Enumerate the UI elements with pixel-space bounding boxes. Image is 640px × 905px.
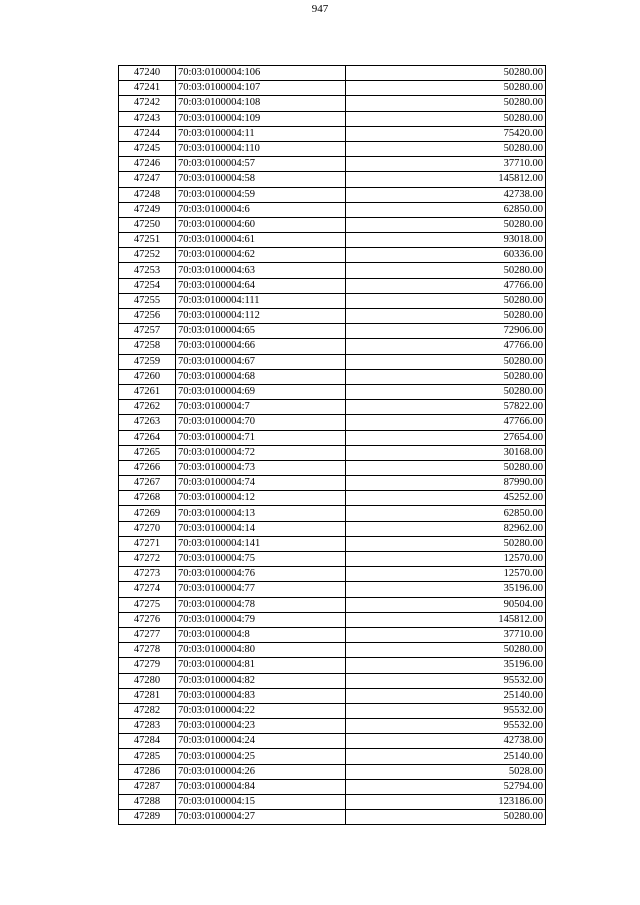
table-row [119, 719, 546, 734]
value-cell: 35196.00 [346, 582, 546, 597]
table-row [119, 233, 546, 248]
table-row [119, 354, 546, 369]
value-cell: 95532.00 [346, 703, 546, 718]
cadastral-number-cell: 70:03:0100004:63 [176, 263, 346, 278]
cadastral-number-cell: 70:03:0100004:6 [176, 202, 346, 217]
table-row [119, 627, 546, 642]
table-row [119, 764, 546, 779]
row-number-cell: 47260 [119, 369, 176, 384]
table-row [119, 369, 546, 384]
value-cell: 25140.00 [346, 688, 546, 703]
value-cell: 90504.00 [346, 597, 546, 612]
table-row [119, 597, 546, 612]
value-cell: 95532.00 [346, 673, 546, 688]
row-number-cell: 47273 [119, 567, 176, 582]
cadastral-number-cell: 70:03:0100004:78 [176, 597, 346, 612]
cadastral-number-cell: 70:03:0100004:80 [176, 643, 346, 658]
row-number-cell: 47265 [119, 445, 176, 460]
value-cell: 50280.00 [346, 536, 546, 551]
cadastral-number-cell: 70:03:0100004:74 [176, 476, 346, 491]
cadastral-number-cell: 70:03:0100004:65 [176, 324, 346, 339]
value-cell: 62850.00 [346, 202, 546, 217]
row-number-cell: 47274 [119, 582, 176, 597]
value-cell: 50280.00 [346, 81, 546, 96]
cadastral-number-cell: 70:03:0100004:76 [176, 567, 346, 582]
table-row [119, 66, 546, 81]
value-cell: 93018.00 [346, 233, 546, 248]
value-cell: 50280.00 [346, 354, 546, 369]
row-number-cell: 47286 [119, 764, 176, 779]
table-row [119, 612, 546, 627]
cadastral-number-cell: 70:03:0100004:108 [176, 96, 346, 111]
cadastral-number-cell: 70:03:0100004:68 [176, 369, 346, 384]
row-number-cell: 47285 [119, 749, 176, 764]
cadastral-number-cell: 70:03:0100004:111 [176, 293, 346, 308]
table-row [119, 810, 546, 825]
cadastral-number-cell: 70:03:0100004:15 [176, 795, 346, 810]
value-cell: 37710.00 [346, 627, 546, 642]
value-cell: 27654.00 [346, 430, 546, 445]
row-number-cell: 47261 [119, 384, 176, 399]
row-number-cell: 47243 [119, 111, 176, 126]
cadastral-number-cell: 70:03:0100004:57 [176, 157, 346, 172]
cadastral-number-cell: 70:03:0100004:61 [176, 233, 346, 248]
table-row [119, 658, 546, 673]
page-number: 947 [311, 3, 329, 15]
row-number-cell: 47277 [119, 627, 176, 642]
value-cell: 50280.00 [346, 384, 546, 399]
table-row [119, 430, 546, 445]
table-row [119, 415, 546, 430]
row-number-cell: 47266 [119, 460, 176, 475]
cadastral-number-cell: 70:03:0100004:8 [176, 627, 346, 642]
row-number-cell: 47263 [119, 415, 176, 430]
table-row [119, 324, 546, 339]
row-number-cell: 47272 [119, 552, 176, 567]
value-cell: 50280.00 [346, 111, 546, 126]
row-number-cell: 47250 [119, 217, 176, 232]
value-cell: 47766.00 [346, 278, 546, 293]
table-row [119, 491, 546, 506]
table-row [119, 673, 546, 688]
row-number-cell: 47280 [119, 673, 176, 688]
table-row [119, 126, 546, 141]
row-number-cell: 47244 [119, 126, 176, 141]
cadastral-number-cell: 70:03:0100004:112 [176, 309, 346, 324]
cadastral-number-cell: 70:03:0100004:110 [176, 141, 346, 156]
cadastral-number-cell: 70:03:0100004:7 [176, 400, 346, 415]
table-row [119, 172, 546, 187]
value-cell: 50280.00 [346, 460, 546, 475]
row-number-cell: 47269 [119, 506, 176, 521]
row-number-cell: 47270 [119, 521, 176, 536]
table-row [119, 552, 546, 567]
table-row [119, 779, 546, 794]
cadastral-number-cell: 70:03:0100004:72 [176, 445, 346, 460]
cadastral-number-cell: 70:03:0100004:83 [176, 688, 346, 703]
cadastral-number-cell: 70:03:0100004:79 [176, 612, 346, 627]
row-number-cell: 47255 [119, 293, 176, 308]
cadastral-number-cell: 70:03:0100004:66 [176, 339, 346, 354]
value-cell: 50280.00 [346, 810, 546, 825]
table-row [119, 643, 546, 658]
value-cell: 42738.00 [346, 734, 546, 749]
table-row [119, 688, 546, 703]
cadastral-number-cell: 70:03:0100004:59 [176, 187, 346, 202]
cadastral-number-cell: 70:03:0100004:22 [176, 703, 346, 718]
row-number-cell: 47253 [119, 263, 176, 278]
cadastral-number-cell: 70:03:0100004:25 [176, 749, 346, 764]
cadastral-number-cell: 70:03:0100004:12 [176, 491, 346, 506]
cadastral-number-cell: 70:03:0100004:70 [176, 415, 346, 430]
value-cell: 50280.00 [346, 141, 546, 156]
row-number-cell: 47281 [119, 688, 176, 703]
row-number-cell: 47289 [119, 810, 176, 825]
table-row [119, 749, 546, 764]
cadastral-number-cell: 70:03:0100004:75 [176, 552, 346, 567]
row-number-cell: 47256 [119, 309, 176, 324]
row-number-cell: 47276 [119, 612, 176, 627]
row-number-cell: 47247 [119, 172, 176, 187]
row-number-cell: 47240 [119, 66, 176, 81]
cadastral-number-cell: 70:03:0100004:24 [176, 734, 346, 749]
cadastral-number-cell: 70:03:0100004:106 [176, 66, 346, 81]
row-number-cell: 47248 [119, 187, 176, 202]
value-cell: 37710.00 [346, 157, 546, 172]
table-row [119, 521, 546, 536]
value-cell: 82962.00 [346, 521, 546, 536]
cadastral-number-cell: 70:03:0100004:64 [176, 278, 346, 293]
table-row [119, 339, 546, 354]
row-number-cell: 47275 [119, 597, 176, 612]
table-row [119, 278, 546, 293]
row-number-cell: 47267 [119, 476, 176, 491]
row-number-cell: 47287 [119, 779, 176, 794]
value-cell: 123186.00 [346, 795, 546, 810]
value-cell: 87990.00 [346, 476, 546, 491]
cadastral-number-cell: 70:03:0100004:26 [176, 764, 346, 779]
value-cell: 47766.00 [346, 415, 546, 430]
cadastral-number-cell: 70:03:0100004:11 [176, 126, 346, 141]
row-number-cell: 47271 [119, 536, 176, 551]
cadastral-number-cell: 70:03:0100004:62 [176, 248, 346, 263]
row-number-cell: 47268 [119, 491, 176, 506]
row-number-cell: 47288 [119, 795, 176, 810]
value-cell: 57822.00 [346, 400, 546, 415]
table-row [119, 157, 546, 172]
row-number-cell: 47262 [119, 400, 176, 415]
cadastral-number-cell: 70:03:0100004:81 [176, 658, 346, 673]
value-cell: 145812.00 [346, 612, 546, 627]
table-row [119, 141, 546, 156]
value-cell: 145812.00 [346, 172, 546, 187]
row-number-cell: 47259 [119, 354, 176, 369]
value-cell: 50280.00 [346, 309, 546, 324]
table-row [119, 445, 546, 460]
table-row [119, 795, 546, 810]
table-row [119, 248, 546, 263]
value-cell: 52794.00 [346, 779, 546, 794]
cadastral-number-cell: 70:03:0100004:27 [176, 810, 346, 825]
cadastral-number-cell: 70:03:0100004:73 [176, 460, 346, 475]
table-row [119, 734, 546, 749]
row-number-cell: 47279 [119, 658, 176, 673]
table-row [119, 202, 546, 217]
row-number-cell: 47254 [119, 278, 176, 293]
value-cell: 35196.00 [346, 658, 546, 673]
cadastral-number-cell: 70:03:0100004:58 [176, 172, 346, 187]
cadastral-number-cell: 70:03:0100004:84 [176, 779, 346, 794]
cadastral-number-cell: 70:03:0100004:13 [176, 506, 346, 521]
value-cell: 50280.00 [346, 369, 546, 384]
value-cell: 50280.00 [346, 96, 546, 111]
row-number-cell: 47284 [119, 734, 176, 749]
value-cell: 50280.00 [346, 263, 546, 278]
cadastral-number-cell: 70:03:0100004:14 [176, 521, 346, 536]
table-row [119, 187, 546, 202]
table-row [119, 536, 546, 551]
table-row [119, 384, 546, 399]
value-cell: 12570.00 [346, 552, 546, 567]
registry-table-body [119, 66, 546, 825]
row-number-cell: 47246 [119, 157, 176, 172]
value-cell: 50280.00 [346, 66, 546, 81]
table-row [119, 567, 546, 582]
cadastral-number-cell: 70:03:0100004:77 [176, 582, 346, 597]
value-cell: 5028.00 [346, 764, 546, 779]
cadastral-number-cell: 70:03:0100004:71 [176, 430, 346, 445]
table-row [119, 400, 546, 415]
value-cell: 50280.00 [346, 217, 546, 232]
row-number-cell: 47249 [119, 202, 176, 217]
cadastral-number-cell: 70:03:0100004:60 [176, 217, 346, 232]
value-cell: 30168.00 [346, 445, 546, 460]
value-cell: 47766.00 [346, 339, 546, 354]
row-number-cell: 47257 [119, 324, 176, 339]
value-cell: 42738.00 [346, 187, 546, 202]
table-row [119, 309, 546, 324]
row-number-cell: 47283 [119, 719, 176, 734]
row-number-cell: 47251 [119, 233, 176, 248]
value-cell: 95532.00 [346, 719, 546, 734]
value-cell: 50280.00 [346, 643, 546, 658]
table-row [119, 703, 546, 718]
table-row [119, 460, 546, 475]
cadastral-number-cell: 70:03:0100004:109 [176, 111, 346, 126]
table-row [119, 217, 546, 232]
table-row [119, 476, 546, 491]
table-row [119, 81, 546, 96]
cadastral-number-cell: 70:03:0100004:67 [176, 354, 346, 369]
value-cell: 50280.00 [346, 293, 546, 308]
registry-table [118, 65, 546, 825]
cadastral-number-cell: 70:03:0100004:69 [176, 384, 346, 399]
cadastral-number-cell: 70:03:0100004:141 [176, 536, 346, 551]
row-number-cell: 47252 [119, 248, 176, 263]
table-row [119, 506, 546, 521]
value-cell: 62850.00 [346, 506, 546, 521]
row-number-cell: 47264 [119, 430, 176, 445]
table-row [119, 111, 546, 126]
value-cell: 12570.00 [346, 567, 546, 582]
cadastral-number-cell: 70:03:0100004:107 [176, 81, 346, 96]
value-cell: 75420.00 [346, 126, 546, 141]
row-number-cell: 47278 [119, 643, 176, 658]
value-cell: 45252.00 [346, 491, 546, 506]
row-number-cell: 47241 [119, 81, 176, 96]
cadastral-number-cell: 70:03:0100004:23 [176, 719, 346, 734]
table-row [119, 96, 546, 111]
value-cell: 72906.00 [346, 324, 546, 339]
row-number-cell: 47242 [119, 96, 176, 111]
table-row [119, 263, 546, 278]
table-row [119, 293, 546, 308]
value-cell: 25140.00 [346, 749, 546, 764]
cadastral-number-cell: 70:03:0100004:82 [176, 673, 346, 688]
table-row [119, 582, 546, 597]
row-number-cell: 47282 [119, 703, 176, 718]
row-number-cell: 47245 [119, 141, 176, 156]
row-number-cell: 47258 [119, 339, 176, 354]
value-cell: 60336.00 [346, 248, 546, 263]
